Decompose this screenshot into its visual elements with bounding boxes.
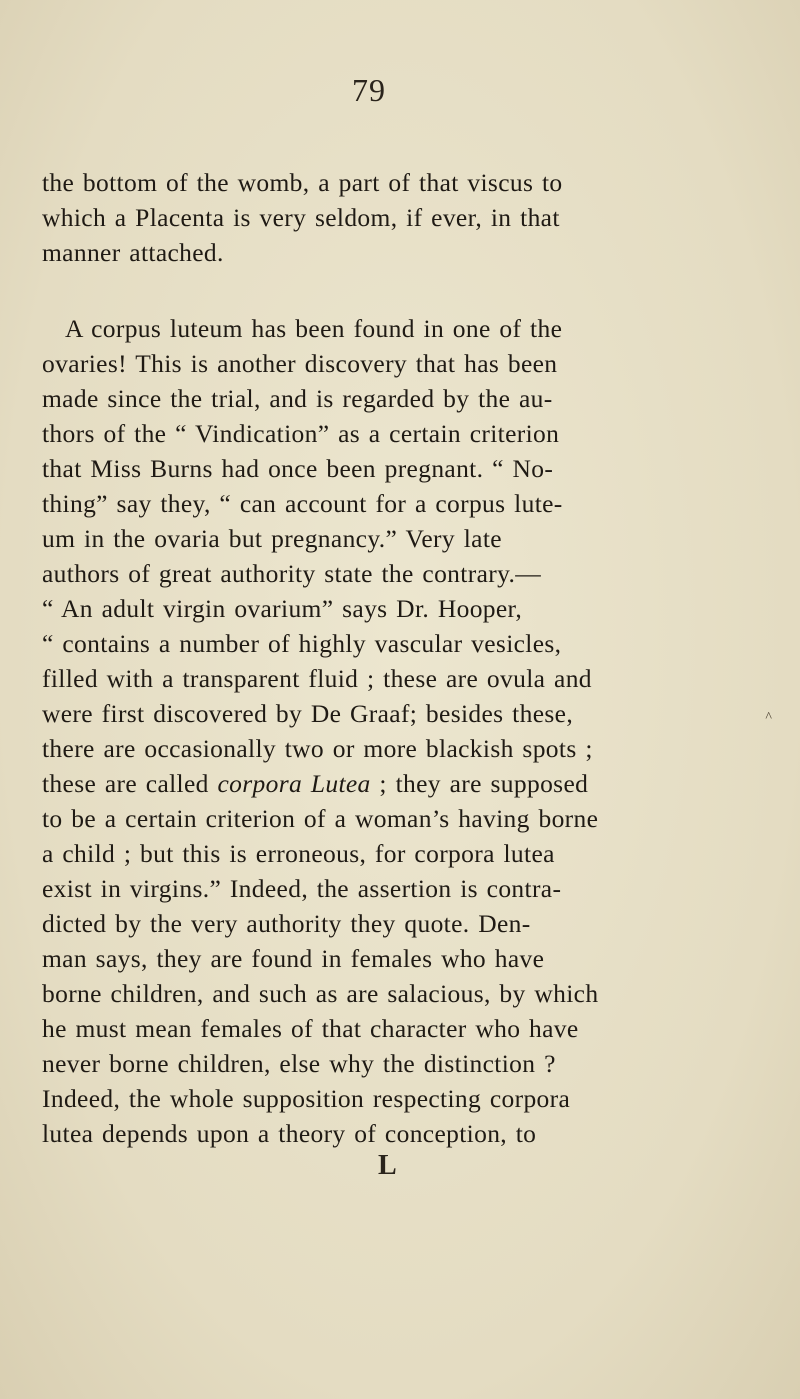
text-line: “ An adult virgin ovarium” says Dr. Hooper, [42,594,523,623]
text-line: filled with a transparent fluid ; these are ovula and [42,664,592,693]
page-number: 79 [352,72,386,108]
text-line: A corpus luteum has been found in one of the [65,314,563,343]
text-line: manner attached. [42,238,224,267]
text-line: that Miss Burns had once been pregnant. “ No- [42,454,554,483]
text-line: ovaries! This is another discovery that has been [42,349,558,378]
text-line: thing” say they, “ can account for a corpus lute- [42,489,563,518]
text-line: thors of the “ Vindication” as a certain criterion [42,419,560,448]
text-line: um in the ovaria but pregnancy.” Very late [42,524,502,553]
text-line [42,767,588,801]
text-segment: these are called [42,769,209,798]
text-line: made since the trial, and is regarded by the au- [42,384,553,413]
text-line: “ contains a number of highly vascular vesicles, [42,629,562,658]
text-line: dicted by the very authority they quote. Den- [42,909,531,938]
italic-term: corpora Lutea [217,769,371,798]
text-line: exist in virgins.” Indeed, the assertion is contra- [42,874,562,903]
text-line: authors of great authority state the contrary.— [42,559,542,588]
text-line: were first discovered by De Graaf; besides these, [42,699,574,728]
text-line: borne children, and such as are salacious, by which [42,979,599,1008]
text-line: to be a certain criterion of a woman’s having borne [42,804,599,833]
text-segment: ; they are supposed [379,769,589,798]
text-line: man says, they are found in females who have [42,944,545,973]
margin-mark: ^ [765,710,772,725]
text-line: never borne children, else why the distinction ? [42,1049,556,1078]
text-line: the bottom of the womb, a part of that viscus to [42,168,563,197]
signature-mark: L [378,1150,397,1181]
text-line: lutea depends upon a theory of conception, to [42,1119,537,1148]
text-line: there are occasionally two or more blackish spots ; [42,734,593,763]
text-line: Indeed, the whole supposition respecting corpora [42,1084,571,1113]
text-line: which a Placenta is very seldom, if ever, in that [42,203,560,232]
text-line: he must mean females of that character who have [42,1014,579,1043]
text-line: a child ; but this is erroneous, for corpora lutea [42,839,555,868]
